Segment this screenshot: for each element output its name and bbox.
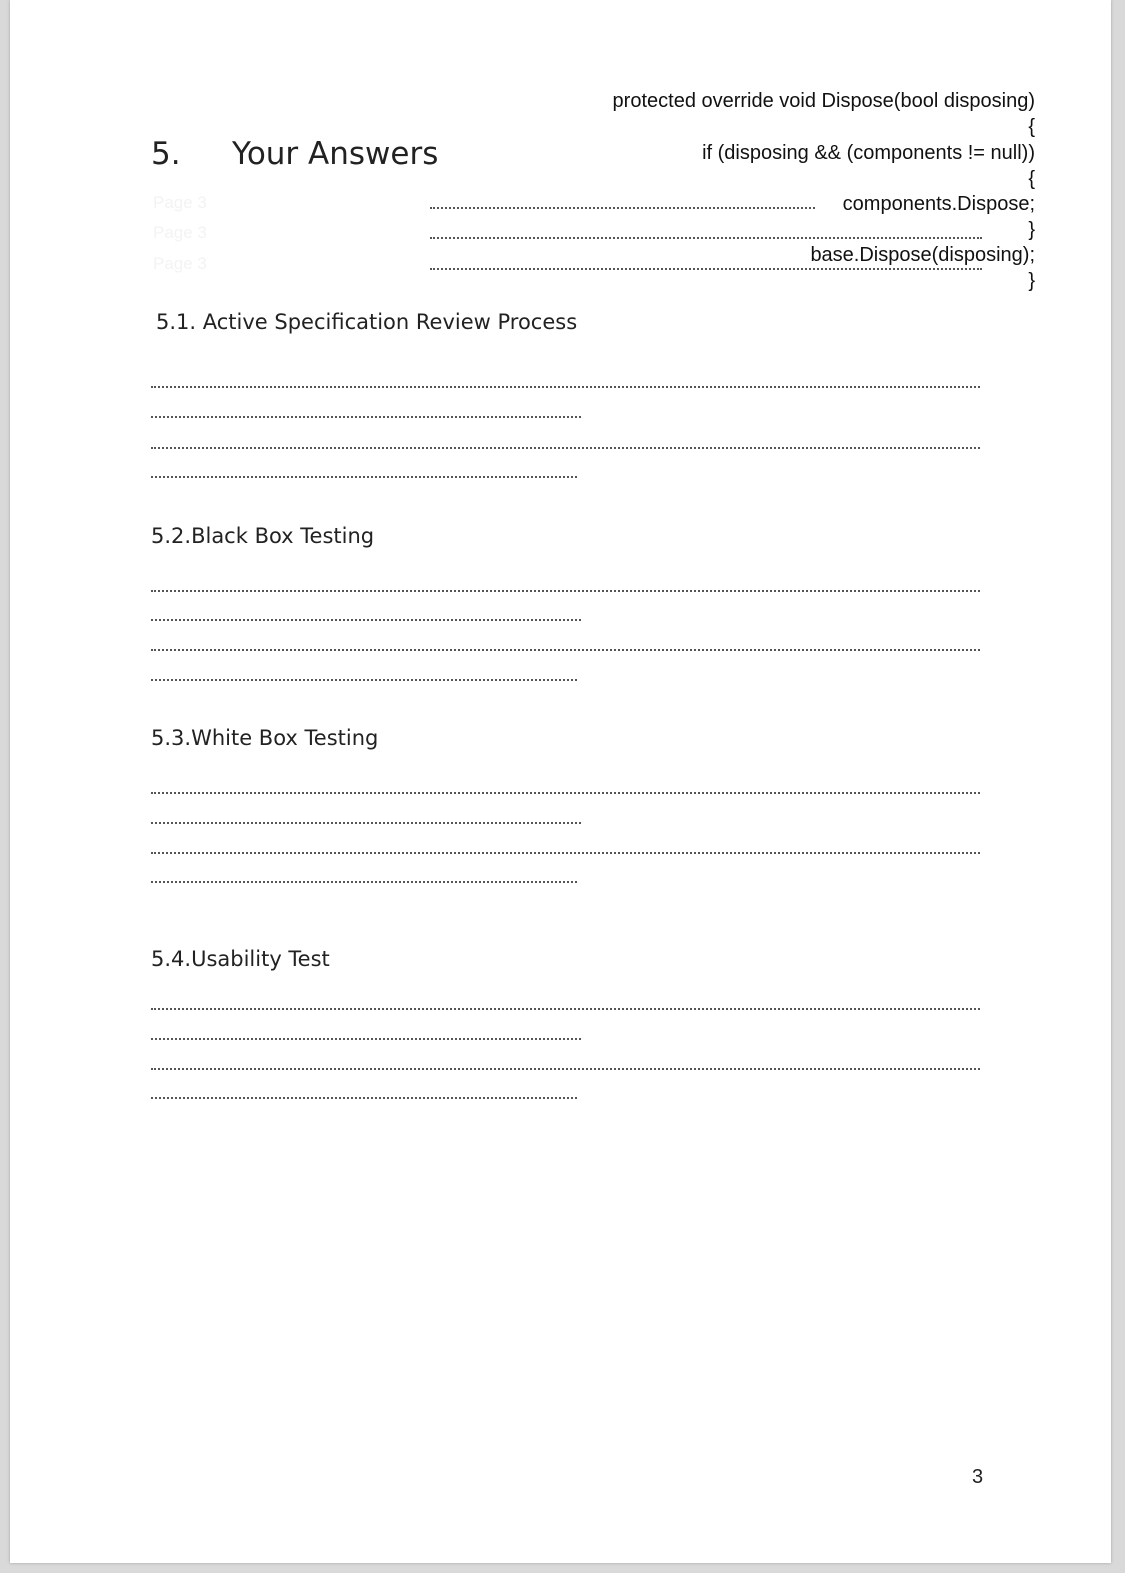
code-line: base.Dispose(disposing);: [810, 244, 1035, 266]
code-line: components.Dispose;: [842, 193, 1035, 215]
answer-line[interactable]: [151, 881, 577, 883]
code-line: {: [1028, 168, 1035, 190]
code-line: {: [1028, 116, 1035, 138]
section-title: 5.2.Black Box Testing: [151, 524, 375, 548]
answer-line[interactable]: [151, 590, 980, 592]
answer-line[interactable]: [151, 619, 581, 621]
code-line: if (disposing && (components != null)): [702, 142, 1035, 164]
answer-line[interactable]: [151, 822, 581, 824]
ghost-text: Page 3: [153, 254, 207, 273]
answer-line[interactable]: [430, 207, 815, 209]
section-title: 5.3.White Box Testing: [151, 726, 379, 750]
answer-line[interactable]: [151, 649, 980, 651]
answer-line[interactable]: [151, 1068, 980, 1070]
answer-line[interactable]: [151, 447, 980, 449]
answer-line[interactable]: [151, 416, 581, 418]
document-page: [10, 0, 1111, 1563]
ghost-text: Page 3: [153, 193, 207, 212]
section-title: 5.1. Active Specification Review Process: [156, 310, 578, 334]
answer-line[interactable]: [430, 268, 982, 270]
code-line: protected override void Dispose(bool disposing): [612, 90, 1035, 112]
answer-line[interactable]: [430, 237, 982, 239]
answer-line[interactable]: [151, 1097, 577, 1099]
ghost-text: Page 3: [153, 223, 207, 242]
answer-line[interactable]: [151, 1008, 980, 1010]
answer-line[interactable]: [151, 386, 980, 388]
code-line: }: [1028, 270, 1035, 292]
page-title: Your Answers: [232, 136, 439, 172]
answer-line[interactable]: [151, 792, 980, 794]
page-number: 3: [972, 1466, 984, 1488]
answer-line[interactable]: [151, 476, 577, 478]
code-line: }: [1028, 219, 1035, 241]
heading-number: 5.: [151, 136, 181, 172]
answer-line[interactable]: [151, 1038, 581, 1040]
section-title: 5.4.Usability Test: [151, 947, 330, 971]
answer-line[interactable]: [151, 852, 980, 854]
answer-line[interactable]: [151, 679, 577, 681]
